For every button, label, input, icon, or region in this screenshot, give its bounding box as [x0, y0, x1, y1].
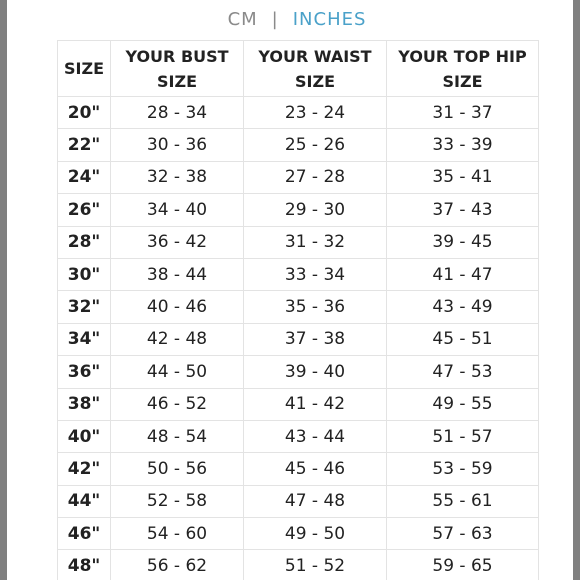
hip-cell: 31 - 37: [387, 97, 539, 129]
table-row: [58, 518, 539, 550]
hip-cell: 47 - 53: [387, 356, 539, 388]
table-row: [58, 323, 539, 355]
unit-toggle: [7, 8, 580, 30]
bust-cell: 36 - 42: [111, 226, 244, 258]
waist-cell: 35 - 36: [244, 291, 387, 323]
waist-cell: 39 - 40: [244, 356, 387, 388]
waist-cell: 45 - 46: [244, 453, 387, 485]
waist-cell: 49 - 50: [244, 518, 387, 550]
unit-separator: |: [271, 8, 279, 30]
table-row: [58, 226, 539, 258]
waist-cell: 31 - 32: [244, 226, 387, 258]
hip-cell: 35 - 41: [387, 161, 539, 193]
table-row: [58, 97, 539, 129]
bust-cell: 28 - 34: [111, 97, 244, 129]
size-cell: 24": [58, 161, 111, 193]
bust-cell: 46 - 52: [111, 388, 244, 420]
size-cell: 38": [58, 388, 111, 420]
header-size: SIZE: [58, 41, 111, 97]
waist-cell: 37 - 38: [244, 323, 387, 355]
table-row: [58, 194, 539, 226]
waist-cell: 33 - 34: [244, 258, 387, 290]
hip-cell: 49 - 55: [387, 388, 539, 420]
hip-cell: 37 - 43: [387, 194, 539, 226]
hip-cell: 39 - 45: [387, 226, 539, 258]
size-cell: 32": [58, 291, 111, 323]
size-cell: 22": [58, 129, 111, 161]
waist-cell: 47 - 48: [244, 485, 387, 517]
table-row: [58, 356, 539, 388]
size-cell: 20": [58, 97, 111, 129]
hip-cell: 43 - 49: [387, 291, 539, 323]
header-waist: YOUR WAIST SIZE: [244, 41, 387, 97]
size-cell: 28": [58, 226, 111, 258]
waist-cell: 29 - 30: [244, 194, 387, 226]
bust-cell: 54 - 60: [111, 518, 244, 550]
waist-cell: 23 - 24: [244, 97, 387, 129]
table-row: [58, 420, 539, 452]
size-chart-table: [57, 40, 539, 580]
hip-cell: 41 - 47: [387, 258, 539, 290]
size-cell: 40": [58, 420, 111, 452]
hip-cell: 51 - 57: [387, 420, 539, 452]
waist-cell: 51 - 52: [244, 550, 387, 580]
table-row: [58, 291, 539, 323]
table-row: [58, 485, 539, 517]
bust-cell: 56 - 62: [111, 550, 244, 580]
unit-inches-toggle[interactable]: INCHES: [292, 8, 367, 30]
hip-cell: 57 - 63: [387, 518, 539, 550]
table-row: [58, 550, 539, 580]
size-cell: 26": [58, 194, 111, 226]
bust-cell: 42 - 48: [111, 323, 244, 355]
bust-cell: 50 - 56: [111, 453, 244, 485]
bust-cell: 48 - 54: [111, 420, 244, 452]
unit-cm-toggle[interactable]: CM: [227, 8, 258, 30]
table-row: [58, 258, 539, 290]
bust-cell: 52 - 58: [111, 485, 244, 517]
size-cell: 30": [58, 258, 111, 290]
size-cell: 34": [58, 323, 111, 355]
size-cell: 42": [58, 453, 111, 485]
hip-cell: 59 - 65: [387, 550, 539, 580]
table-header-row: [58, 41, 539, 97]
size-cell: 48": [58, 550, 111, 580]
hip-cell: 33 - 39: [387, 129, 539, 161]
bust-cell: 32 - 38: [111, 161, 244, 193]
header-hip: YOUR TOP HIP SIZE: [387, 41, 539, 97]
size-cell: 36": [58, 356, 111, 388]
bust-cell: 38 - 44: [111, 258, 244, 290]
table-body: [58, 97, 539, 580]
size-cell: 46": [58, 518, 111, 550]
table-row: [58, 161, 539, 193]
waist-cell: 25 - 26: [244, 129, 387, 161]
bust-cell: 40 - 46: [111, 291, 244, 323]
hip-cell: 53 - 59: [387, 453, 539, 485]
bust-cell: 44 - 50: [111, 356, 244, 388]
size-cell: 44": [58, 485, 111, 517]
hip-cell: 45 - 51: [387, 323, 539, 355]
table-row: [58, 453, 539, 485]
table-row: [58, 129, 539, 161]
bust-cell: 30 - 36: [111, 129, 244, 161]
waist-cell: 41 - 42: [244, 388, 387, 420]
waist-cell: 43 - 44: [244, 420, 387, 452]
table-row: [58, 388, 539, 420]
hip-cell: 55 - 61: [387, 485, 539, 517]
bust-cell: 34 - 40: [111, 194, 244, 226]
header-bust: YOUR BUST SIZE: [111, 41, 244, 97]
waist-cell: 27 - 28: [244, 161, 387, 193]
